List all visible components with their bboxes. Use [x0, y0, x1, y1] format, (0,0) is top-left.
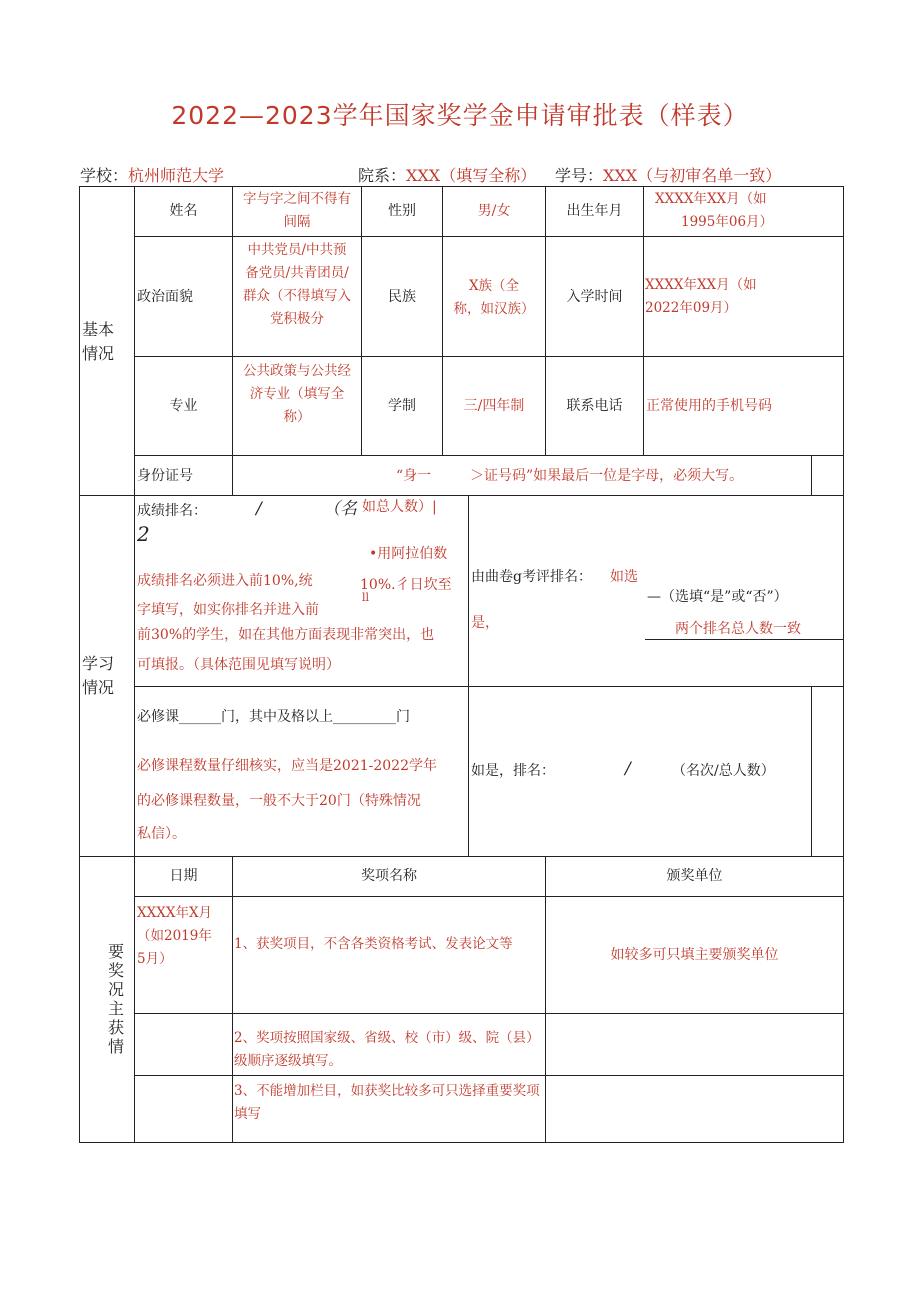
eval-choice[interactable]: —（选填“是”或“否”）	[647, 589, 788, 605]
award-item-1[interactable]: 1、获奖项目，不含各类资格考试、发表论文等	[234, 936, 513, 952]
department-label: 院系：	[358, 166, 407, 185]
if-yes-slash[interactable]: /	[625, 759, 631, 779]
rank-slash: /	[256, 499, 262, 519]
basic-section-label-line2: 情况	[82, 344, 115, 363]
school-label: 学校：	[80, 166, 129, 185]
rank-rule-d: 前30%的学生，如在其他方面表现非常突出，也	[137, 627, 435, 643]
politics-label: 政治面貌	[137, 289, 193, 305]
awards-label-char4: 主	[107, 999, 124, 1018]
enroll-hint-line2: 2022年09月）	[645, 300, 738, 316]
phone-label: 联系电话	[566, 398, 623, 414]
study-section-label-line2: 情况	[82, 678, 115, 697]
col-issuer-header: 颁奖单位	[666, 868, 723, 884]
phone-field[interactable]: 正常使用的手机号码	[646, 398, 772, 414]
birth-field[interactable]	[655, 188, 841, 234]
date-hint-line3: 5月）	[137, 951, 173, 967]
length-label: 学制	[388, 398, 416, 414]
date-hint-line2: （如2019年	[137, 928, 212, 944]
study-section-label-line1: 学习	[82, 654, 115, 673]
rank-big-two: 2	[137, 522, 150, 546]
award-item-2[interactable]: 2、奖项按照国家级、省级、校（市）级、院（县）级顺序逐级填写。	[234, 1030, 540, 1069]
rank-rule-e: 可填报。（具体范围见填写说明）	[137, 657, 340, 673]
idcard-hint-a: “身一	[396, 468, 432, 484]
eval-label: 由曲卷g考评排名：	[471, 569, 592, 585]
ethnic-hint-line2: 称，如汉族）	[453, 301, 535, 317]
gender-label: 性别	[388, 203, 416, 219]
name-field[interactable]	[233, 188, 361, 234]
rank-total: 如总人数）|	[362, 499, 437, 515]
enroll-label: 入学时间	[566, 289, 623, 305]
award-date-field[interactable]	[137, 902, 232, 971]
awards-label-char5: 获	[107, 1018, 124, 1037]
politics-field[interactable]	[233, 239, 361, 331]
ethnic-field[interactable]	[443, 275, 545, 321]
name-label: 姓名	[169, 203, 198, 219]
name-hint-line2: 间隔	[283, 214, 311, 230]
ethnic-label: 民族	[388, 289, 416, 305]
date-hint-line1: XXXX年X月	[137, 905, 213, 921]
rank-paren: （名	[323, 499, 357, 519]
rank-rule-b: 10%.彳日坎至	[360, 577, 452, 593]
gender-field[interactable]: 男/女	[477, 203, 511, 219]
awards-label-char1: 要	[107, 942, 124, 961]
enroll-field[interactable]	[645, 274, 841, 320]
name-hint-line1: 字与字之间不得有	[243, 191, 351, 207]
rank-rule-c: ll	[362, 591, 370, 604]
major-hint-line2: 济专业（填写全	[249, 386, 345, 402]
basic-section-label-line1: 基本	[82, 320, 115, 339]
student-id-label: 学号：	[555, 166, 604, 185]
rank-label: 成绩排名：	[137, 503, 207, 519]
arabic-hint: •用阿拉伯数	[369, 546, 448, 562]
politics-hint-line1: 中共党员/中共预	[247, 242, 347, 258]
awards-section-label	[106, 942, 126, 1056]
col-date-header: 日期	[169, 868, 198, 884]
school-field	[80, 163, 224, 186]
student-id-field	[555, 163, 781, 186]
school-value: 杭州师范大学	[128, 166, 225, 185]
length-field[interactable]: 三/四年制	[463, 398, 525, 414]
required-hint-b: 的必修课程数量，一般不大于20门（特殊情况	[137, 793, 421, 809]
birth-hint-line1: XXXX年XX月（如	[655, 191, 767, 207]
basic-section-label	[82, 318, 114, 366]
eval-hint: 如选	[610, 569, 638, 585]
awards-label-char6: 情	[107, 1037, 124, 1056]
award-issuer-field[interactable]: 如较多可只填主要颁奖单位	[610, 947, 779, 963]
department-value: XXX（填写全称）	[406, 166, 537, 185]
major-hint-line1: 公共政策与公共经	[243, 363, 351, 379]
politics-hint-line3: 群众（不得填写入	[243, 288, 351, 304]
award-item-3[interactable]: 3、不能增加栏目，如获奖比较多可只选择重要奖项填写	[234, 1083, 540, 1122]
required-hint-c: 私信）。	[137, 826, 186, 842]
idcard-label: 身份证号	[137, 468, 193, 484]
politics-hint-line2: 备党员/共青团员/	[245, 265, 349, 281]
politics-hint-line4: 党积极分	[270, 311, 324, 327]
if-yes-label: 如是，排名：	[471, 763, 555, 779]
rank-rule-partial: 字填写，如实你排名并进入前	[137, 602, 319, 618]
awards-label-char3: 况	[107, 980, 124, 999]
page-title: 2022—2023学年国家奖学金申请审批表（样表）	[171, 101, 749, 130]
eval-is: 是，	[471, 615, 499, 631]
department-field	[358, 163, 536, 186]
birth-label: 出生年月	[566, 203, 623, 219]
idcard-field[interactable]: ＞证号码”如果最后一位是字母，必须大写。	[470, 468, 744, 484]
col-award-name-header: 奖项名称	[361, 868, 417, 884]
major-field[interactable]	[233, 360, 361, 429]
awards-label-char2: 奖	[107, 961, 124, 980]
required-course-line[interactable]: 必修课______门，其中及格以上_________门	[137, 709, 410, 725]
major-hint-line3: 称）	[283, 409, 311, 425]
if-yes-hint: （名次/总人数）	[672, 763, 775, 779]
student-id-value: XXX（与初审名单一致）	[603, 166, 782, 185]
major-label: 专业	[169, 398, 198, 414]
enroll-hint-line1: XXXX年XX月（如	[645, 277, 757, 293]
birth-hint-line2: 1995年06月）	[681, 214, 774, 230]
required-hint-a: 必修课程数量仔细核实，应当是2021-2022学年	[137, 758, 437, 774]
eval-note: 两个排名总人数一致	[675, 621, 801, 637]
rank-rule-a: 成绩排名必须进入前10%,统	[137, 573, 313, 589]
study-section-label	[82, 652, 114, 700]
ethnic-hint-line1: X族（全	[468, 278, 520, 294]
